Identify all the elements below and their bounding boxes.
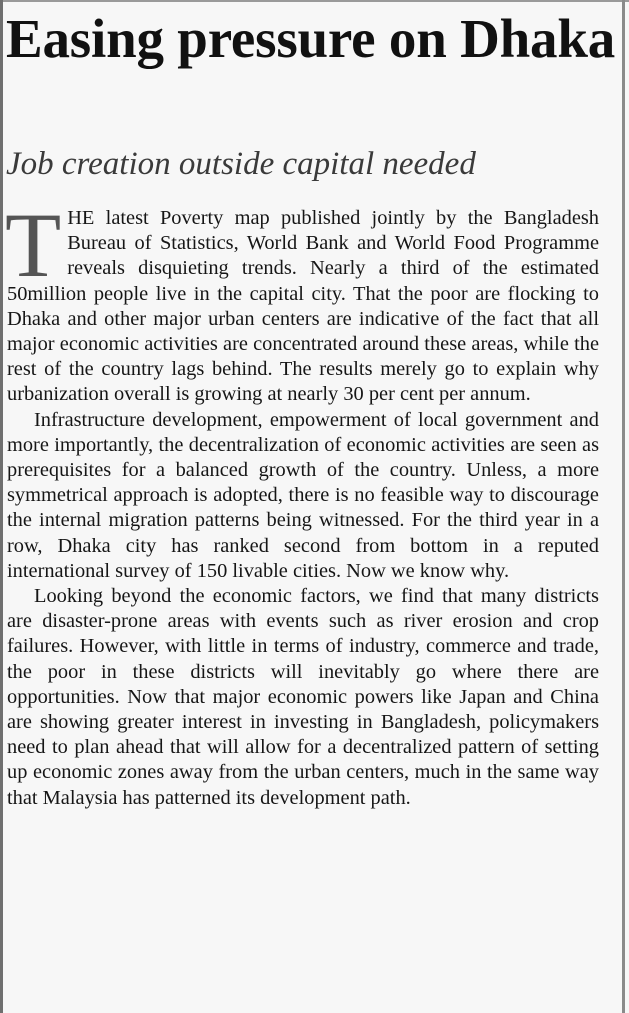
paragraph-1-text: latest Poverty map published jointly by the Bangladesh Bureau of Statistics, World Bank and World Food Programme reveals disquieting trends. Nearly a third of the estimated 50million people live in the capital city. That the poor are flocking to Dhaka and other major urban centers are indicative of the fact that all major economic activities are concentrated around these areas, while the rest of the country lags behind. The results merely go to explain why urbanization overall is growing at nearly 30 per cent per annum. <box>7 207 599 406</box>
drop-cap: T <box>5 194 62 296</box>
article-body <box>5 194 599 811</box>
left-border <box>0 0 3 1013</box>
top-border <box>0 0 629 2</box>
subheadline: Job creation outside capital needed <box>6 146 476 182</box>
headline: Easing pressure on Dhaka <box>6 8 616 69</box>
paragraph-3: Looking beyond the economic factors, we find that many districts are disaster-prone areas with events such as river erosion and crop failures. However, with little in terms of industry, commerce and trade, the poor in these districts will inevitably go where there are opportunities. Now that major economic powers like Japan and China are showing greater interest in investing in Bangladesh, policymakers need to plan ahead that will allow for a decentralized pattern of setting up economic zones away from the urban centers, much in the same way that Malaysia has patterned its development path. <box>7 585 599 809</box>
paragraph-1 <box>5 194 599 408</box>
right-column-rule <box>622 0 625 1013</box>
paragraph-2: Infrastructure development, empowerment of local government and more importantly, the decentralization of economic activities are seen as prerequisites for a balanced growth of the country. Unless, a more symmetrical approach is adopted, there is no feasible way to discourage the internal migration patterns being witnessed. For the third year in a row, Dhaka city has ranked second from bottom in a reputed international survey of 150 livable cities. Now we know why. <box>7 408 599 582</box>
lead-in-caps: HE <box>67 207 95 229</box>
